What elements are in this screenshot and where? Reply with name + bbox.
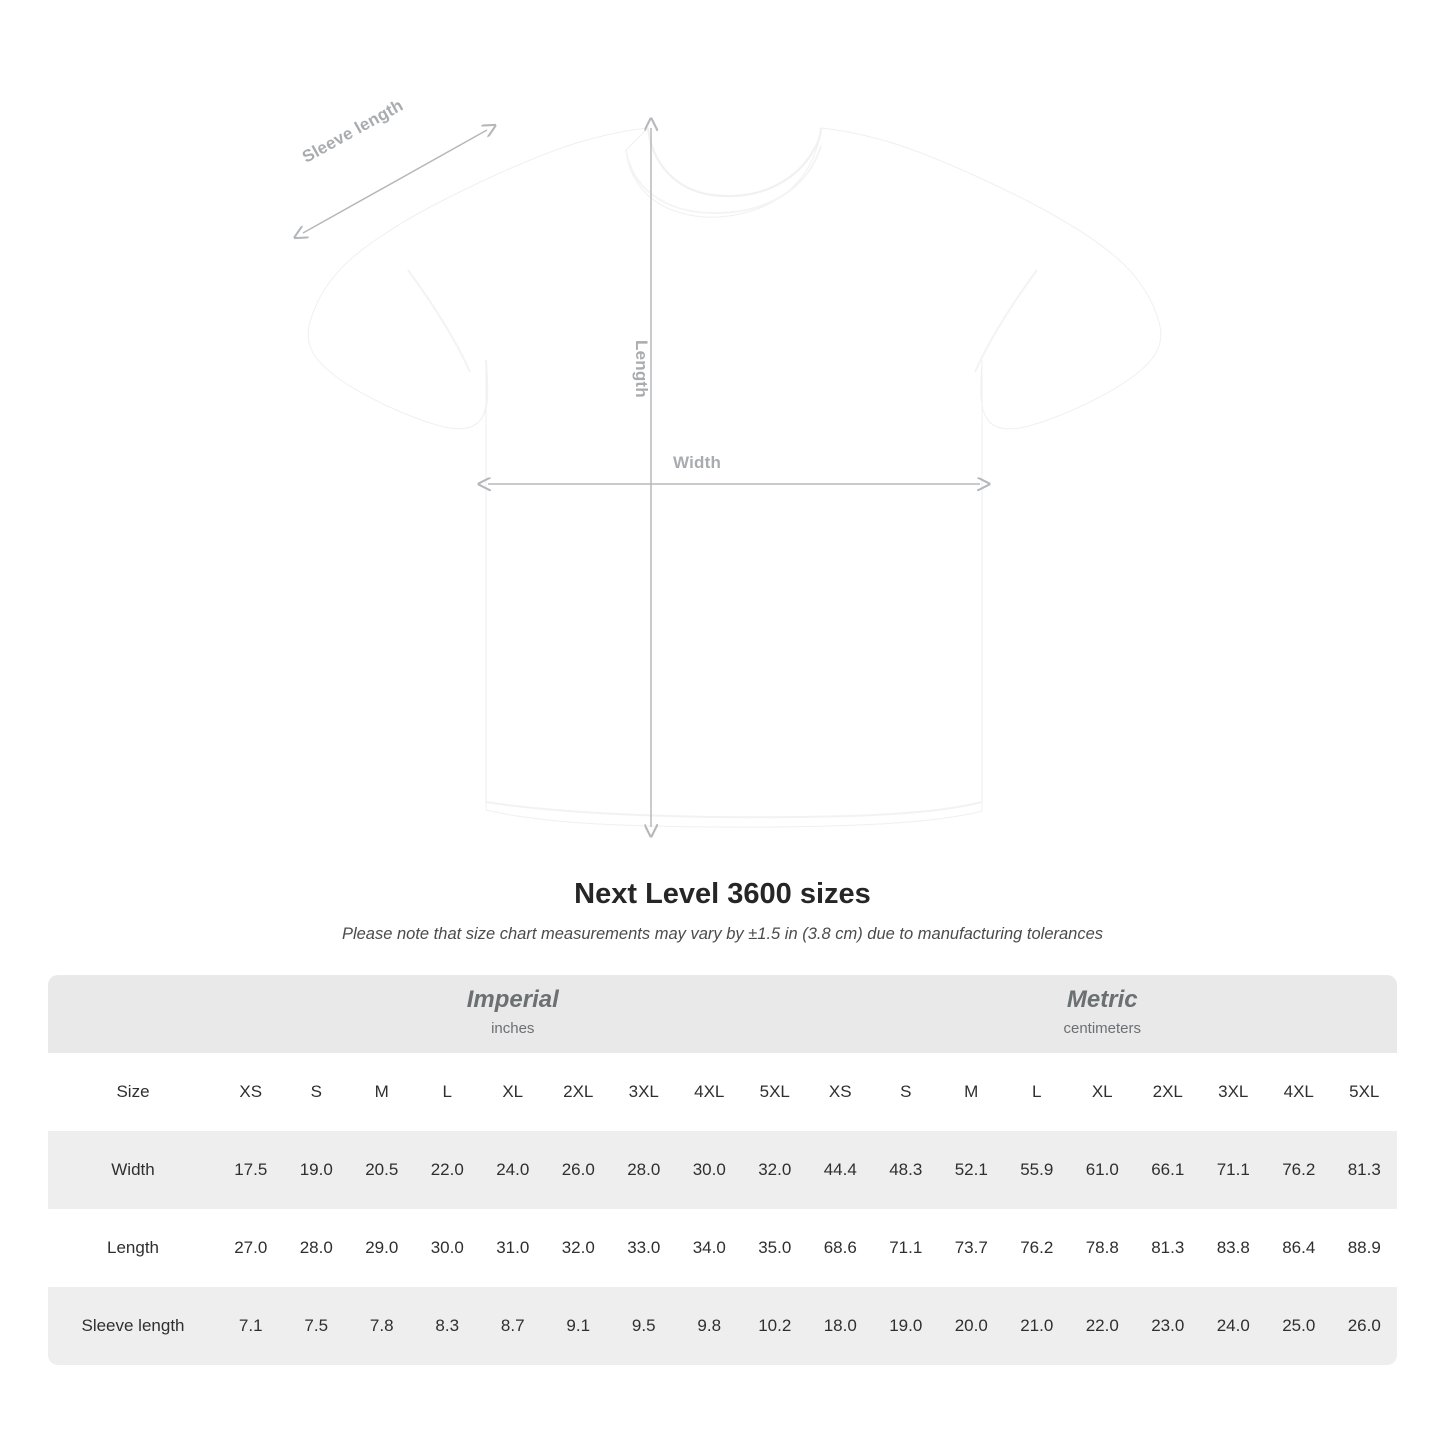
measurement-cell: 19.0 bbox=[284, 1131, 350, 1209]
measurement-cell: 55.9 bbox=[1004, 1131, 1070, 1209]
system-unit: centimeters bbox=[1063, 1019, 1142, 1037]
sleeve-length-label: Sleeve length bbox=[299, 95, 407, 167]
size-column-header: 4XL bbox=[1266, 1053, 1332, 1131]
measurement-cell: 10.2 bbox=[742, 1287, 808, 1365]
measurement-cell: 9.1 bbox=[546, 1287, 612, 1365]
measurement-cell: 29.0 bbox=[349, 1209, 415, 1287]
measurement-cell: 86.4 bbox=[1266, 1209, 1332, 1287]
measurement-cell: 32.0 bbox=[546, 1209, 612, 1287]
measurement-cell: 52.1 bbox=[939, 1131, 1005, 1209]
tshirt-shape bbox=[308, 128, 1161, 827]
measurement-cell: 24.0 bbox=[480, 1131, 546, 1209]
measurement-cell: 33.0 bbox=[611, 1209, 677, 1287]
system-header-row bbox=[48, 975, 1397, 1053]
measurement-cell: 18.0 bbox=[808, 1287, 874, 1365]
measurement-cell: 28.0 bbox=[284, 1209, 350, 1287]
measurement-cell: 28.0 bbox=[611, 1131, 677, 1209]
table-row bbox=[48, 1287, 1397, 1365]
system-name: Metric bbox=[1066, 985, 1138, 1013]
measurement-cell: 71.1 bbox=[1201, 1131, 1267, 1209]
size-header-label: Size bbox=[48, 1053, 218, 1131]
measurement-cell: 76.2 bbox=[1004, 1209, 1070, 1287]
system-name: Imperial bbox=[466, 985, 559, 1013]
measurement-cell: 21.0 bbox=[1004, 1287, 1070, 1365]
system-header-metric bbox=[808, 975, 1398, 1053]
measurement-cell: 81.3 bbox=[1135, 1209, 1201, 1287]
system-header-imperial bbox=[218, 975, 808, 1053]
measurement-cell: 24.0 bbox=[1201, 1287, 1267, 1365]
measurement-cell: 8.3 bbox=[415, 1287, 481, 1365]
measurement-cell: 48.3 bbox=[873, 1131, 939, 1209]
measurement-cell: 26.0 bbox=[546, 1131, 612, 1209]
measurement-cell: 81.3 bbox=[1332, 1131, 1398, 1209]
size-column-header: S bbox=[873, 1053, 939, 1131]
measurement-cell: 83.8 bbox=[1201, 1209, 1267, 1287]
size-table bbox=[48, 975, 1397, 1365]
measurement-cell: 61.0 bbox=[1070, 1131, 1136, 1209]
measurement-cell: 7.1 bbox=[218, 1287, 284, 1365]
measurement-cell: 35.0 bbox=[742, 1209, 808, 1287]
table-row bbox=[48, 1131, 1397, 1209]
system-unit: inches bbox=[491, 1019, 535, 1037]
size-column-header: L bbox=[1004, 1053, 1070, 1131]
measurement-cell: 7.8 bbox=[349, 1287, 415, 1365]
measurement-cell: 25.0 bbox=[1266, 1287, 1332, 1365]
measurement-cell: 20.5 bbox=[349, 1131, 415, 1209]
size-column-header: XL bbox=[480, 1053, 546, 1131]
measurement-cell: 32.0 bbox=[742, 1131, 808, 1209]
size-column-header: 3XL bbox=[1201, 1053, 1267, 1131]
size-column-header: 5XL bbox=[1332, 1053, 1398, 1131]
measurement-cell: 7.5 bbox=[284, 1287, 350, 1365]
measurement-cell: 22.0 bbox=[1070, 1287, 1136, 1365]
length-label: Length bbox=[632, 340, 651, 398]
measurement-cell: 31.0 bbox=[480, 1209, 546, 1287]
measurement-cell: 76.2 bbox=[1266, 1131, 1332, 1209]
size-column-header: 2XL bbox=[546, 1053, 612, 1131]
system-header-spacer bbox=[48, 975, 218, 1053]
row-label-length: Length bbox=[48, 1209, 218, 1287]
measurement-cell: 17.5 bbox=[218, 1131, 284, 1209]
size-column-header: 4XL bbox=[677, 1053, 743, 1131]
measurement-cell: 19.0 bbox=[873, 1287, 939, 1365]
width-label: Width bbox=[673, 453, 722, 472]
measurement-cell: 22.0 bbox=[415, 1131, 481, 1209]
size-column-header: S bbox=[284, 1053, 350, 1131]
title-block bbox=[0, 878, 1445, 944]
size-column-header: 2XL bbox=[1135, 1053, 1201, 1131]
measurement-cell: 23.0 bbox=[1135, 1287, 1201, 1365]
size-column-header: 5XL bbox=[742, 1053, 808, 1131]
measurement-cell: 71.1 bbox=[873, 1209, 939, 1287]
measurement-cell: 44.4 bbox=[808, 1131, 874, 1209]
row-label-width: Width bbox=[48, 1131, 218, 1209]
measurement-cell: 34.0 bbox=[677, 1209, 743, 1287]
size-table-wrapper bbox=[48, 975, 1397, 1365]
measurement-cell: 8.7 bbox=[480, 1287, 546, 1365]
measurement-cell: 20.0 bbox=[939, 1287, 1005, 1365]
table-row bbox=[48, 1209, 1397, 1287]
measurement-cell: 26.0 bbox=[1332, 1287, 1398, 1365]
size-column-header: XS bbox=[218, 1053, 284, 1131]
page-title: Next Level 3600 sizes bbox=[574, 878, 871, 910]
measurement-cell: 78.8 bbox=[1070, 1209, 1136, 1287]
measurement-cell: 9.8 bbox=[677, 1287, 743, 1365]
size-column-header: XL bbox=[1070, 1053, 1136, 1131]
size-column-header: M bbox=[349, 1053, 415, 1131]
measurement-cell: 30.0 bbox=[415, 1209, 481, 1287]
size-column-header: XS bbox=[808, 1053, 874, 1131]
size-column-header: L bbox=[415, 1053, 481, 1131]
measurement-cell: 30.0 bbox=[677, 1131, 743, 1209]
measurement-cell: 88.9 bbox=[1332, 1209, 1398, 1287]
size-column-header: 3XL bbox=[611, 1053, 677, 1131]
measurement-cell: 73.7 bbox=[939, 1209, 1005, 1287]
measurement-cell: 66.1 bbox=[1135, 1131, 1201, 1209]
tolerance-note: Please note that size chart measurements may vary by ±1.5 in (3.8 cm) due to manufacturing tolerances bbox=[341, 925, 1104, 943]
measurement-cell: 27.0 bbox=[218, 1209, 284, 1287]
measurement-cell: 68.6 bbox=[808, 1209, 874, 1287]
measurement-cell: 9.5 bbox=[611, 1287, 677, 1365]
row-label-sleeve-length: Sleeve length bbox=[48, 1287, 218, 1365]
size-column-header: M bbox=[939, 1053, 1005, 1131]
size-header-row bbox=[48, 1053, 1397, 1131]
